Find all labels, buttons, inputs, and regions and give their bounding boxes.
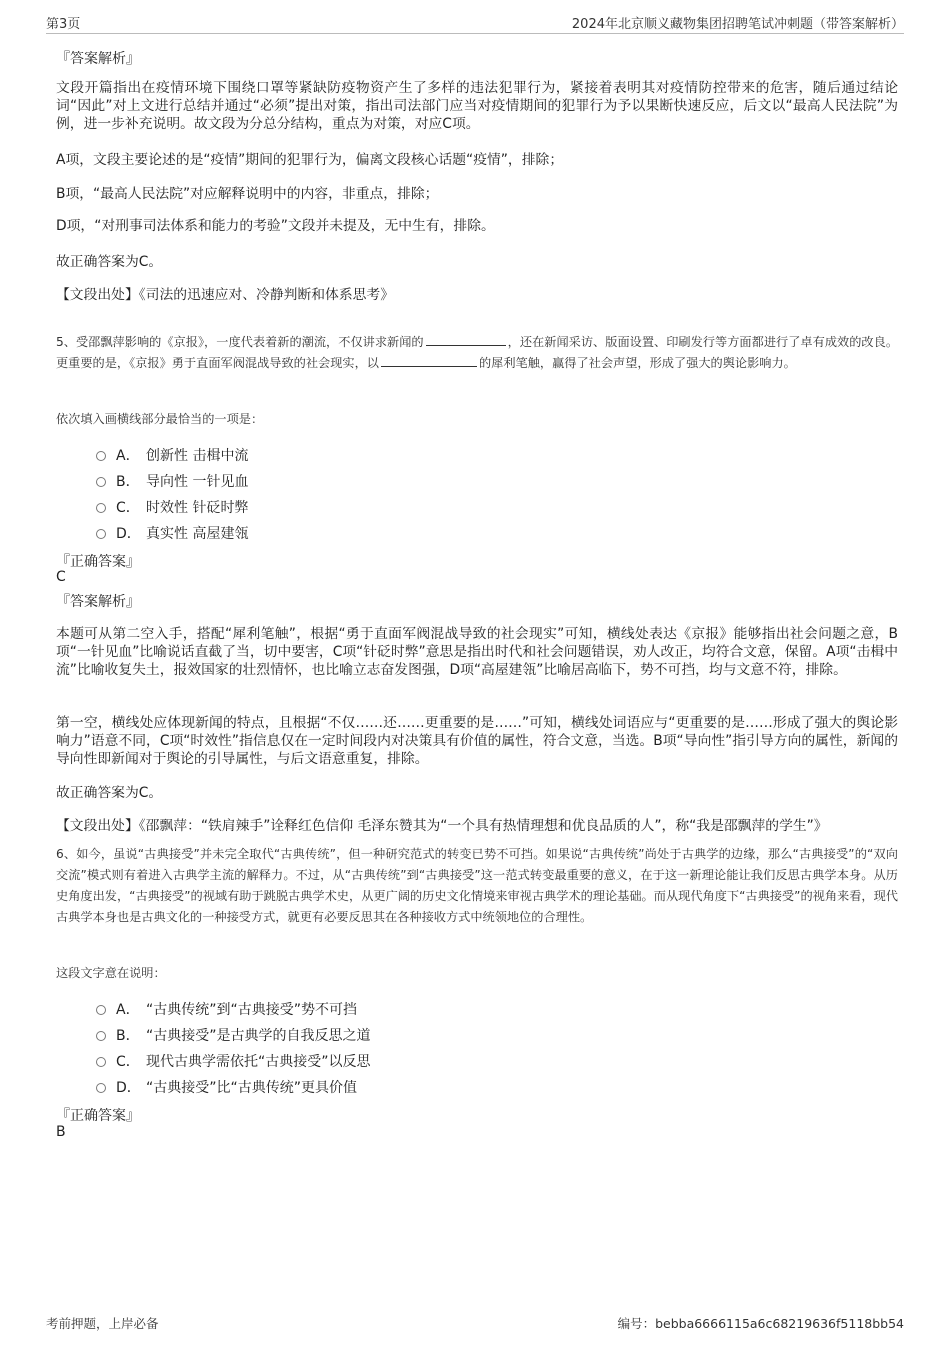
q4-analysis-label: 『答案解析』	[56, 51, 140, 67]
option-letter: D．	[116, 526, 141, 542]
q6-option-d[interactable]	[96, 1077, 357, 1097]
option-text: 真实性 高屋建瓴	[146, 526, 249, 542]
option-letter: A．	[116, 448, 140, 464]
q6-answer: B	[56, 1124, 66, 1140]
q6-option-b[interactable]	[96, 1025, 371, 1045]
q5-option-a[interactable]	[96, 445, 248, 465]
option-text: 创新性 击楫中流	[146, 448, 249, 464]
option-letter: B．	[116, 1028, 140, 1044]
radio-icon[interactable]	[96, 503, 106, 513]
option-text: 时效性 针砭时弊	[146, 500, 249, 516]
option-text: “古典传统”到“古典接受”势不可挡	[146, 1002, 358, 1018]
page-footer	[46, 1311, 904, 1333]
document-code: 编号：bebba6666115a6c68219636f5118bb54	[617, 1316, 904, 1331]
option-letter: B．	[116, 474, 140, 490]
q6-option-c[interactable]	[96, 1051, 371, 1071]
q4-source: 【文段出处】《司法的迅速应对、冷静判断和体系思考》	[56, 287, 395, 303]
option-letter: A．	[116, 1002, 140, 1018]
q5-blank-1	[426, 334, 506, 346]
option-letter: C．	[116, 1054, 140, 1070]
document-title: 2024年北京顺义藏物集团招聘笔试冲刺题（带答案解析）	[571, 17, 904, 32]
option-text: 导向性 一针见血	[146, 474, 249, 490]
q4-analysis-paragraph: 文段开篇指出在疫情环境下围绕口罩等紧缺防疫物资产生了多样的违法犯罪行为，紧接着表明其对疫情防控带来的危害，随后通过结论词“因此”对上文进行总结并通过“必须”提出对策，指出司法部门应当对疫情期间的犯罪行为予以果断快速反应，后文以“最高人民法院”为例，进一步补充说明。故文段为分总分结构，重点为对策，对应C项。	[56, 80, 898, 132]
radio-icon[interactable]	[96, 1005, 106, 1015]
q5-analysis-label: 『答案解析』	[56, 594, 140, 610]
radio-icon[interactable]	[96, 1031, 106, 1041]
q4-option-a-explanation: A项，文段主要论述的是“疫情”期间的犯罪行为，偏离文段核心话题“疫情”，排除；	[56, 152, 564, 168]
q5-analysis-paragraph-1: 本题可从第二空入手，搭配“犀利笔触”，根据“勇于直面军阀混战导致的社会现实”可知，横线处表达《京报》能够指出社会问题之意，B项“一针见血”比喻说话直截了当，切中要害，C项“针砭时弊”意思是指出时代和社会问题错误，劝人改正，均符合文意，保留。A项“击楫中流”比喻收复失土，报效国家的壮烈情怀，也比喻立志奋发图强，D项“高屋建瓴”比喻居高临下，势不可挡，均与文意不符，排除。	[56, 626, 898, 678]
page-number: 第3页	[46, 17, 81, 32]
q5-prompt: 依次填入画横线部分最恰当的一项是：	[56, 412, 264, 426]
q5-stem-part1: 5、受邵飘萍影响的《京报》，一度代表着新的潮流，不仅讲求新闻的	[56, 335, 424, 349]
q6-stem: 6、如今，虽说“古典接受”并未完全取代“古典传统”，但一种研究范式的转变已势不可挡。如果说“古典传统”尚处于古典学的边缘，那么“古典接受”的“双向交流”模式则有着进入古典学主流的解释力。不过，从“古典传统”到“古典接受”这一范式转变最重要的意义，在于这一新理论能让我们反思古典学本身。从历史角度出发，“古典接受”的视域有助于跳脱古典学术史，从更广阔的历史文化情境来审视古典学术的理论基础。而从现代角度下“古典接受”的视角来看，现代古典学本身也是古典文化的一种接受方式，就更有必要反思其在各种接收方式中统领地位的合理性。	[56, 847, 898, 924]
q5-stem-part2: ，还在新闻采访、版面设置、印刷发行等方面都进行了卓有成效的改良。更重要的是，《京报》勇于直面军阀混战导致的社会现实，以	[56, 335, 899, 370]
radio-icon[interactable]	[96, 451, 106, 461]
radio-icon[interactable]	[96, 1057, 106, 1067]
footer-slogan: 考前押题，上岸必备	[46, 1316, 159, 1331]
radio-icon[interactable]	[96, 477, 106, 487]
q5-option-b[interactable]	[96, 471, 248, 491]
q5-conclusion: 故正确答案为C。	[56, 785, 163, 801]
radio-icon[interactable]	[96, 1083, 106, 1093]
q5-option-c[interactable]	[96, 497, 248, 517]
radio-icon[interactable]	[96, 529, 106, 539]
q5-analysis-paragraph-2: 第一空，横线处应体现新闻的特点，且根据“不仅……还……更重要的是……”可知，横线处词语应与“更重要的是……形成了强大的舆论影响力”语意不同，C项“时效性”指信息仅在一定时间段内对决策具有价值的属性，符合文意，当选。B项“导向性”指引导方向的属性，新闻的导向性即新闻对于舆论的引导属性，与后文语意重复，排除。	[56, 715, 898, 767]
page-header	[46, 10, 904, 34]
q5-option-d[interactable]	[96, 523, 248, 543]
q6-option-a[interactable]	[96, 999, 357, 1019]
q5-source: 【文段出处】《邵飘萍：“铁肩辣手”诠释红色信仰 毛泽东赞其为“一个具有热情理想和优良品质的人”，称“我是邵飘萍的学生”》	[56, 818, 828, 834]
q5-answer-label: 『正确答案』	[56, 554, 140, 570]
option-text: “古典接受”比“古典传统”更具价值	[146, 1080, 358, 1096]
q5-stem-part3: 的犀利笔触，赢得了社会声望，形成了强大的舆论影响力。	[478, 356, 796, 370]
option-letter: D．	[116, 1080, 141, 1096]
option-letter: C．	[116, 500, 140, 516]
q5-blank-2	[381, 355, 477, 367]
q6-prompt: 这段文字意在说明：	[56, 966, 166, 980]
q4-option-d-explanation: D项，“对刑事司法体系和能力的考验”文段并未提及，无中生有，排除。	[56, 218, 495, 234]
option-text: 现代古典学需依托“古典接受”以反思	[146, 1054, 371, 1070]
q4-conclusion: 故正确答案为C。	[56, 254, 163, 270]
q5-answer: C	[56, 569, 66, 585]
q5-stem	[56, 332, 898, 374]
q6-answer-label: 『正确答案』	[56, 1108, 140, 1124]
option-text: “古典接受”是古典学的自我反思之道	[146, 1028, 371, 1044]
q4-option-b-explanation: B项，“最高人民法院”对应解释说明中的内容，非重点，排除；	[56, 186, 439, 202]
